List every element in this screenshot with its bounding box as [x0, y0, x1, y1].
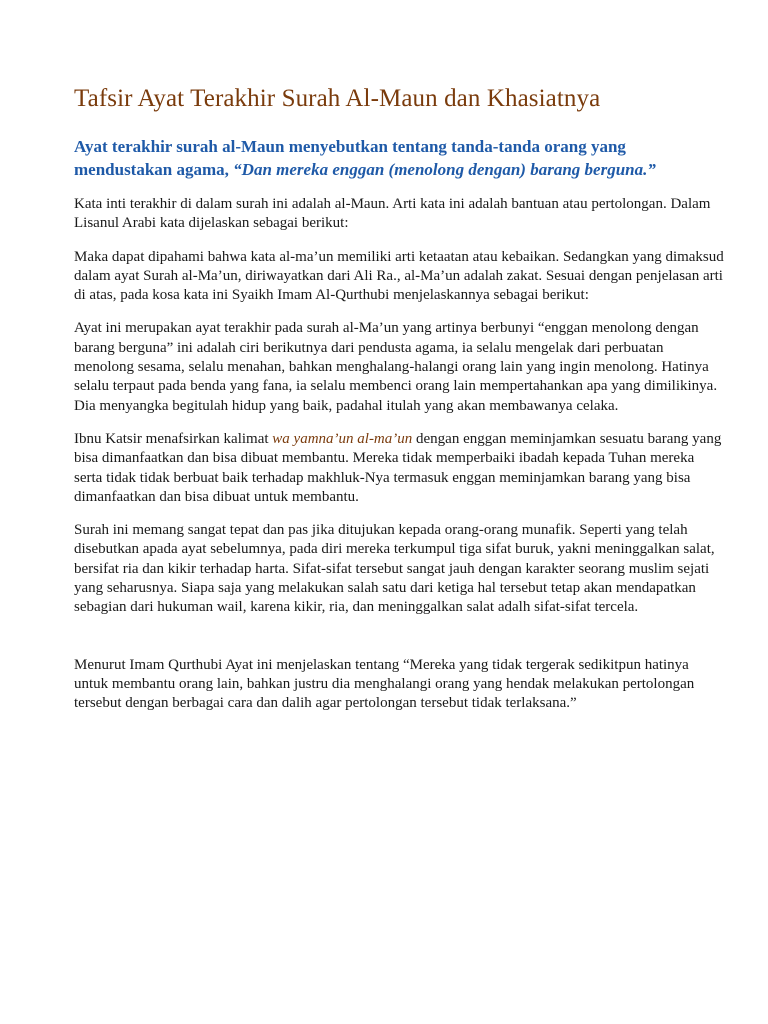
katsir-text-before: Ibnu Katsir menafsirkan kalimat: [74, 430, 273, 447]
katsir-text-after: dengan enggan meminjamkan sesuatu barang yang bisa dimanfaatkan dan bisa dibuat membantu. Mereka tidak memperbaiki ibadah kepada Tuhan mereka serta tidak tidak berbuat baik terhadap makhluk-Nya termasuk enggan meminjamkan barang yang bisa dimanfaatkan dan bisa dibuat untuk membantu.: [74, 430, 722, 505]
paragraph-imam-qurthubi: Menurut Imam Qurthubi Ayat ini menjelaskan tentang “Mereka yang tidak tergerak sedikitpun hatinya untuk membantu orang lain, bahkan justru dia menghalangi orang yang hendak melakukan pertolongan tersebut dengan berbagai cara dan dalih agar pertolongan tersebut tidak terlaksana.”: [74, 656, 695, 712]
lead-quote: “Dan mereka enggan (menolong dengan) barang berguna.”: [233, 160, 656, 179]
paragraph-last-verse: Ayat ini merupakan ayat terakhir pada surah al-Ma’un yang artinya berbunyi “enggan menolong dengan barang berguna” ini adalah ciri berikutnya dari pendusta agama, ia selalu mengelak dari perbuatan menolong sesama, selalu menahan, bahkan menghalang-halangi orang lain yang ingin menolong. Hatinya selalu terpaut pada benda yang fana, ia selalu membenci orang lain mempertahankan apa yang dimilikinya. Dia menyangka begitulah hidup yang baik, padahal itulah yang akan membawanya celaka.: [74, 320, 718, 414]
paragraph-al-maun-meaning: Kata inti terakhir di dalam surah ini adalah al-Maun. Arti kata ini adalah bantuan atau pertolongan. Dalam Lisanul Arabi kata dijelaskan sebagai berikut:: [74, 196, 711, 232]
paragraph-ibnu-katsir: [74, 430, 724, 507]
lead-paragraph: [74, 135, 724, 181]
paragraph-munafik: Surah ini memang sangat tepat dan pas jika ditujukan kepada orang-orang munafik. Seperti yang telah disebutkan apada ayat sebelumnya, pada diri mereka terkumpul tiga sifat buruk, yakni meninggalkan salat, bersifat ria dan kikir terhadap harta. Sifat-sifat tersebut sangat jauh dengan karakter seorang muslim sejati yang seharusnya. Siapa saja yang melakukan salah satu dari ketiga hal tersebut tetap akan mendapatkan sebagian dari hukuman wail, karena kikir, ria, dan meninggalkan salat adalh sifat-sifat tercela.: [74, 522, 715, 616]
katsir-arabic-term: wa yamna’un al-ma’un: [272, 430, 413, 447]
paragraph-zakat: Maka dapat dipahami bahwa kata al-ma’un memiliki arti ketaatan atau kebaikan. Sedangkan yang dimaksud dalam ayat Surah al-Ma’un, diriwayatkan dari Ali Ra., al-Ma’un adalah zakat. Sesuai dengan penjelasan arti di atas, pada kosa kata ini Syaikh Imam Al-Qurthubi menjelaskannya sebagai berikut:: [74, 248, 724, 304]
document-page: [74, 82, 724, 714]
lead-text: Ayat terakhir surah al-Maun menyebutkan tentang tanda-tanda orang yang mendustakan agama,: [74, 137, 626, 179]
page-title: Tafsir Ayat Terakhir Surah Al-Maun dan Khasiatnya: [74, 85, 601, 112]
